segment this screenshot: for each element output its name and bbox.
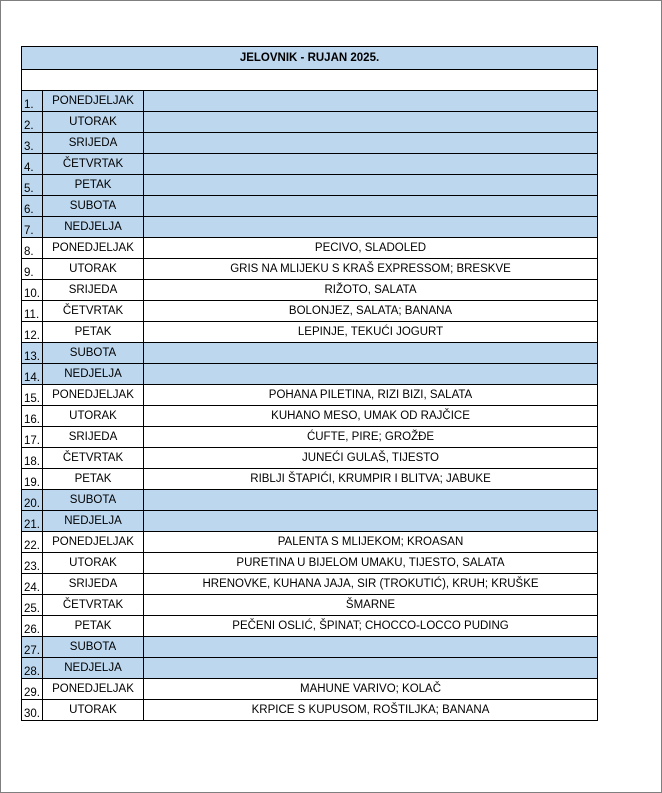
day-name: NEDJELJA — [43, 658, 144, 679]
menu-row — [22, 616, 598, 637]
day-name: PETAK — [43, 175, 144, 196]
day-number: 7. — [22, 217, 43, 238]
day-number: 6. — [22, 196, 43, 217]
meal-description: PEČENI OSLIĆ, ŠPINAT; CHOCCO-LOCCO PUDING — [144, 616, 598, 637]
menu-row — [22, 427, 598, 448]
day-number: 22. — [22, 532, 43, 553]
day-name: SUBOTA — [43, 343, 144, 364]
menu-row — [22, 406, 598, 427]
meal-description — [144, 175, 598, 196]
day-name: PONEDJELJAK — [43, 532, 144, 553]
day-name: SRIJEDA — [43, 133, 144, 154]
meal-description: PURETINA U BIJELOM UMAKU, TIJESTO, SALATA — [144, 553, 598, 574]
meal-description: RIŽOTO, SALATA — [144, 280, 598, 301]
meal-description: ĆUFTE, PIRE; GROŽĐE — [144, 427, 598, 448]
day-number: 16. — [22, 406, 43, 427]
day-name: PETAK — [43, 616, 144, 637]
day-name: SRIJEDA — [43, 574, 144, 595]
day-number: 20. — [22, 490, 43, 511]
meal-description — [144, 364, 598, 385]
day-name: ČETVRTAK — [43, 448, 144, 469]
meal-description — [144, 490, 598, 511]
menu-row — [22, 343, 598, 364]
menu-row — [22, 154, 598, 175]
day-number: 28. — [22, 658, 43, 679]
meal-description — [144, 637, 598, 658]
menu-row — [22, 259, 598, 280]
day-name: NEDJELJA — [43, 364, 144, 385]
menu-row — [22, 553, 598, 574]
day-name: ČETVRTAK — [43, 595, 144, 616]
menu-title: JELOVNIK - RUJAN 2025. — [22, 47, 598, 70]
menu-row — [22, 217, 598, 238]
meal-description: LEPINJE, TEKUĆI JOGURT — [144, 322, 598, 343]
day-name: PETAK — [43, 322, 144, 343]
meal-description — [144, 91, 598, 112]
menu-row — [22, 301, 598, 322]
day-number: 27. — [22, 637, 43, 658]
meal-description: RIBLJI ŠTAPIĆI, KRUMPIR I BLITVA; JABUKE — [144, 469, 598, 490]
day-number: 4. — [22, 154, 43, 175]
meal-description: KRPICE S KUPUSOM, ROŠTILJKA; BANANA — [144, 700, 598, 721]
day-number: 30. — [22, 700, 43, 721]
day-number: 1. — [22, 91, 43, 112]
menu-row — [22, 91, 598, 112]
meal-description — [144, 112, 598, 133]
day-number: 19. — [22, 469, 43, 490]
day-name: UTORAK — [43, 406, 144, 427]
menu-row — [22, 364, 598, 385]
day-number: 8. — [22, 238, 43, 259]
day-number: 24. — [22, 574, 43, 595]
day-name: UTORAK — [43, 259, 144, 280]
day-number: 26. — [22, 616, 43, 637]
blank-row — [22, 70, 598, 91]
menu-row — [22, 574, 598, 595]
day-number: 25. — [22, 595, 43, 616]
meal-description — [144, 196, 598, 217]
menu-row — [22, 637, 598, 658]
menu-row — [22, 658, 598, 679]
meal-description: BOLONJEZ, SALATA; BANANA — [144, 301, 598, 322]
menu-row — [22, 469, 598, 490]
day-number: 29. — [22, 679, 43, 700]
day-name: ČETVRTAK — [43, 301, 144, 322]
menu-row — [22, 175, 598, 196]
day-name: ČETVRTAK — [43, 154, 144, 175]
day-name: NEDJELJA — [43, 217, 144, 238]
meal-description: ŠMARNE — [144, 595, 598, 616]
day-name: PONEDJELJAK — [43, 238, 144, 259]
menu-row — [22, 238, 598, 259]
day-number: 17. — [22, 427, 43, 448]
menu-row — [22, 133, 598, 154]
day-number: 10. — [22, 280, 43, 301]
day-name: SUBOTA — [43, 196, 144, 217]
day-name: SUBOTA — [43, 490, 144, 511]
meal-description: JUNEĆI GULAŠ, TIJESTO — [144, 448, 598, 469]
meal-description: GRIS NA MLIJEKU S KRAŠ EXPRESSOM; BRESKVE — [144, 259, 598, 280]
day-number: 12. — [22, 322, 43, 343]
day-number: 15. — [22, 385, 43, 406]
day-name: SUBOTA — [43, 637, 144, 658]
menu-row — [22, 385, 598, 406]
day-number: 14. — [22, 364, 43, 385]
meal-description: MAHUNE VARIVO; KOLAČ — [144, 679, 598, 700]
blank-cell — [22, 70, 598, 91]
menu-row — [22, 679, 598, 700]
meal-description — [144, 154, 598, 175]
meal-description — [144, 217, 598, 238]
menu-row — [22, 595, 598, 616]
day-name: NEDJELJA — [43, 511, 144, 532]
day-number: 5. — [22, 175, 43, 196]
day-name: PONEDJELJAK — [43, 91, 144, 112]
menu-row — [22, 322, 598, 343]
menu-row — [22, 448, 598, 469]
day-number: 2. — [22, 112, 43, 133]
day-name: PETAK — [43, 469, 144, 490]
menu-row — [22, 112, 598, 133]
day-name: PONEDJELJAK — [43, 679, 144, 700]
menu-row — [22, 196, 598, 217]
day-name: SRIJEDA — [43, 280, 144, 301]
day-name: UTORAK — [43, 700, 144, 721]
day-number: 3. — [22, 133, 43, 154]
day-name: SRIJEDA — [43, 427, 144, 448]
menu-table — [21, 46, 598, 721]
day-number: 9. — [22, 259, 43, 280]
menu-row — [22, 280, 598, 301]
menu-row — [22, 511, 598, 532]
meal-description: KUHANO MESO, UMAK OD RAJČICE — [144, 406, 598, 427]
meal-description — [144, 343, 598, 364]
day-name: UTORAK — [43, 112, 144, 133]
meal-description — [144, 133, 598, 154]
menu-row — [22, 700, 598, 721]
meal-description — [144, 511, 598, 532]
day-number: 21. — [22, 511, 43, 532]
day-number: 11. — [22, 301, 43, 322]
menu-row — [22, 532, 598, 553]
meal-description: HRENOVKE, KUHANA JAJA, SIR (TROKUTIĆ), KRUH; KRUŠKE — [144, 574, 598, 595]
day-name: UTORAK — [43, 553, 144, 574]
meal-description — [144, 658, 598, 679]
day-number: 18. — [22, 448, 43, 469]
meal-description: PALENTA S MLIJEKOM; KROASAN — [144, 532, 598, 553]
day-number: 13. — [22, 343, 43, 364]
meal-description: POHANA PILETINA, RIZI BIZI, SALATA — [144, 385, 598, 406]
title-row — [22, 47, 598, 70]
day-number: 23. — [22, 553, 43, 574]
menu-row — [22, 490, 598, 511]
day-name: PONEDJELJAK — [43, 385, 144, 406]
meal-description: PECIVO, SLADOLED — [144, 238, 598, 259]
